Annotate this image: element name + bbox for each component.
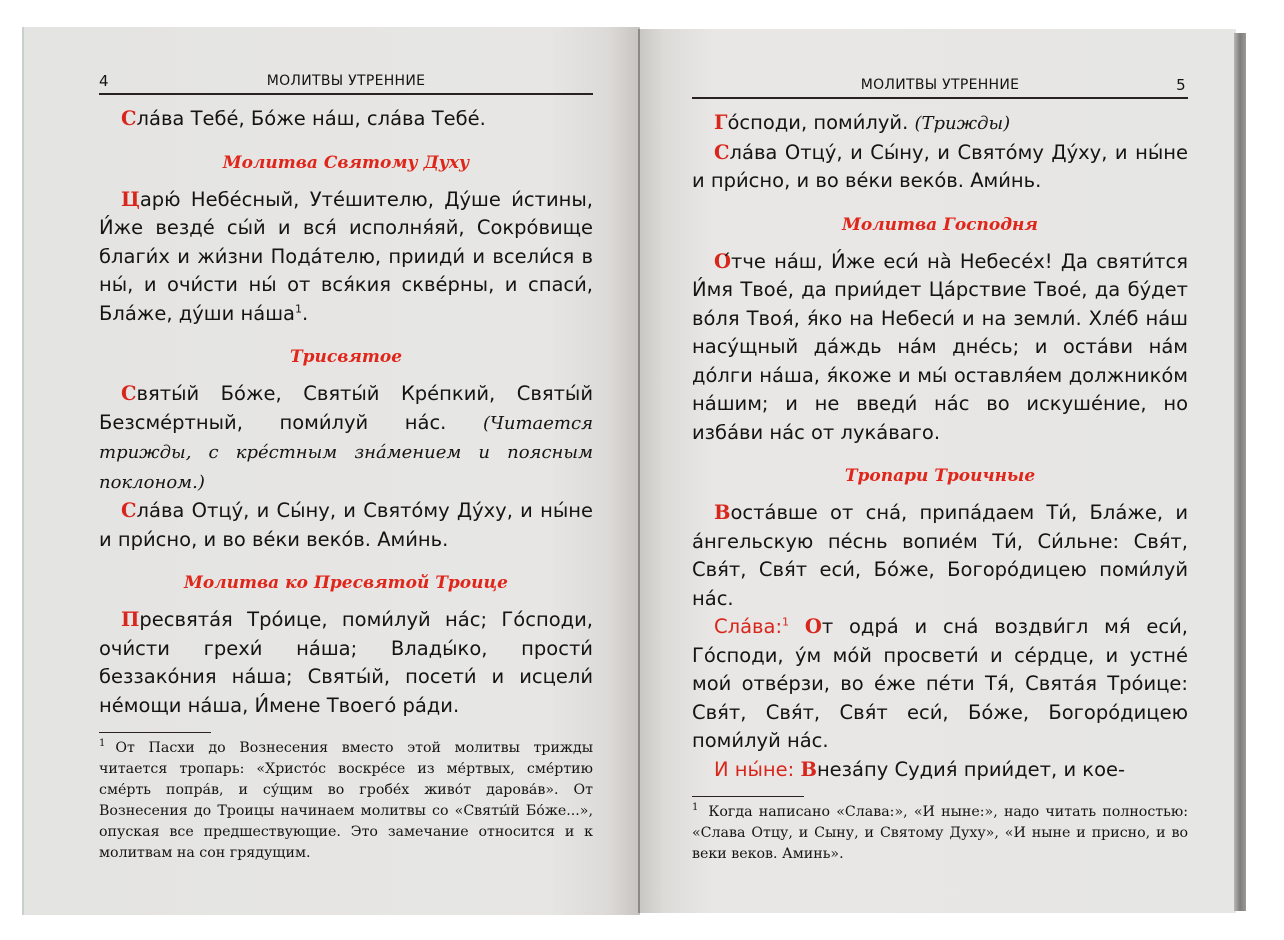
page-number: 4 xyxy=(99,72,109,90)
running-head xyxy=(99,71,593,95)
paragraph-text: ла́ва Отцу́, и Сы́ну, и Свято́му Ду́ху, и ны́не и при́сно, и во ве́ки веко́в. Ами́нь. xyxy=(99,499,593,551)
drop-initial: С xyxy=(121,499,137,522)
paragraph xyxy=(692,109,1188,139)
paragraph xyxy=(692,248,1188,448)
footnote-rule xyxy=(692,796,804,797)
footnote xyxy=(99,738,593,864)
section-heading: Трисвятое xyxy=(289,347,403,367)
paragraph xyxy=(692,756,1188,785)
paragraph-text: вяты́й Бо́же, Святы́й Кре́пкий, Святы́й Безсме́ртный, поми́луй на́с. xyxy=(99,382,593,434)
drop-initial: С xyxy=(714,140,730,164)
drop-initial: Ц xyxy=(121,187,140,211)
rubric-instruction: (Трижды) xyxy=(914,113,1011,134)
open-book xyxy=(22,27,1252,915)
right-page xyxy=(638,29,1236,913)
rubric-instruction: (Читается трижды, с кре́стным зна́мением и поясным поклоном.) xyxy=(99,412,594,493)
paragraph-text: неза́пу Судия́ прии́дет, и кое- xyxy=(816,757,1126,781)
footnote-text: Когда написано «Слава:», «И ныне:», надо читать полностью: «Слава Отцу, и Сыну, и Святому Духу», «И ныне и присно, и во веки веков. Аминь». xyxy=(692,804,1188,862)
paragraph-tail: . xyxy=(301,301,309,325)
paragraph xyxy=(99,380,593,497)
paragraph xyxy=(692,613,1188,756)
paragraph-text: арю́ Небе́сный, Уте́шителю, Ду́ше и́стины, И́же везде́ сы́й и вся́ исполня́яй, Сокро́вище благи́х и жи́зни Пода́телю, прииди́ и всели́ся в ны́, и очи́сти ны́ от вся́кия скве́рны, и спаси́, Бла́же, ду́ши на́ша xyxy=(99,187,593,325)
running-head xyxy=(692,75,1188,99)
footnote-ref[interactable]: 1 xyxy=(782,615,790,629)
paragraph xyxy=(99,497,593,554)
section-heading: Тропари Троичные xyxy=(844,466,1036,486)
drop-initial: О xyxy=(804,615,822,638)
section-heading: Молитва Святому Духу xyxy=(222,152,470,173)
rubric-label: И ны́не: xyxy=(714,757,795,781)
drop-initial: П xyxy=(121,608,140,631)
drop-initial: Г xyxy=(714,111,728,134)
page-body xyxy=(692,109,1188,784)
running-head-title: МОЛИТВЫ УТРЕННИЕ xyxy=(860,77,1020,93)
footnote-mark: 1 xyxy=(692,802,699,814)
footnote-ref[interactable]: 1 xyxy=(294,302,302,315)
running-head-title: МОЛИТВЫ УТРЕННИЕ xyxy=(266,73,426,89)
page-block-edge xyxy=(1234,33,1246,911)
paragraph-text: ́тче на́ш, И́же еси́ на̀ Небесе́х! Да святи́тся И́мя Твое́, да прии́дет Ца́рствие Твое́, да бу́дет во́ля Твоя́, я́ко на Небеси́ и на земли́. Хле́б на́ш насу́щный да́ждь на́м дне́сь; и оста́ви на́м до́лги на́ша, я́коже и мы́ оставля́ем должнико́м на́шим; и не введи́ на́с во искуше́ние, но изба́ви на́с от лука́ваго. xyxy=(692,249,1188,444)
page-body xyxy=(99,105,593,720)
footnote-rule xyxy=(99,732,211,733)
paragraph-text: о́споди, поми́луй. xyxy=(727,111,909,134)
paragraph-text: ла́ва Отцу́, и Сы́ну, и Свято́му Ду́ху, и ны́не и при́сно, и во ве́ки веко́в. Ами́нь. xyxy=(692,140,1188,192)
drop-initial: В xyxy=(800,757,817,781)
paragraph xyxy=(99,105,593,134)
left-page-content xyxy=(99,71,593,864)
rubric-label: Сла́ва: xyxy=(714,615,783,638)
paragraph-text: ла́ва Тебе́, Бо́же на́ш, сла́ва Тебе́. xyxy=(136,107,486,130)
paragraph-text: оста́вше от сна́, припа́даем Ти́, Бла́же, и а́нгельскую пе́снь вопие́м Ти́, Си́льне: Свя́т, Свя́т, Свя́т еси́, Бо́же, Богоро́дицею поми́луй на́с. xyxy=(692,501,1188,610)
paragraph xyxy=(99,186,593,329)
paragraph xyxy=(692,139,1188,196)
paragraph xyxy=(692,499,1188,613)
footnote xyxy=(692,802,1188,865)
left-page xyxy=(22,27,640,915)
drop-initial: О xyxy=(714,249,731,273)
paragraph-text: т одра́ и сна́ воздви́гл мя́ еси́, Го́споди, у́м мо́й просвети́ и се́рдце, и устне́ мои́ отве́рзи, во е́же пе́ти Тя́, Свята́я Тро́ице: Свя́т, Свя́т, Свя́т еси́, Бо́же, Богоро́дицею поми́луй на́с. xyxy=(692,615,1188,752)
drop-initial: С xyxy=(121,382,137,405)
paragraph-text: ресвята́я Тро́ице, поми́луй на́с; Го́споди, очи́сти грехи́ на́ша; Влады́ко, прости́ беззако́ния на́ша; Святы́й, посети́ и исцели́ не́мощи на́ша, И́мене Твоего́ ра́ди. xyxy=(99,608,593,717)
section-heading: Молитва ко Пресвятой Троице xyxy=(184,573,508,593)
footnote-text: От Пасхи до Вознесения вместо этой молитвы трижды читается тропарь: «Христо́с воскре́се из ме́ртвых, сме́ртию сме́рть попра́в, и су́щим во гробе́х живо́т дарова́в». От Вознесения до Троицы начинаем молитвы со «Святы́й Бо́же...», опуская все предшествующие. Это замечание относится и к молитвам на сон грядущим. xyxy=(99,740,593,861)
paragraph xyxy=(99,606,593,720)
right-page-content xyxy=(692,75,1188,865)
section-heading: Молитва Господня xyxy=(842,214,1038,235)
page-number: 5 xyxy=(1176,76,1186,94)
drop-initial: С xyxy=(121,107,137,130)
drop-initial: В xyxy=(714,501,731,524)
footnote-mark: 1 xyxy=(99,738,106,750)
